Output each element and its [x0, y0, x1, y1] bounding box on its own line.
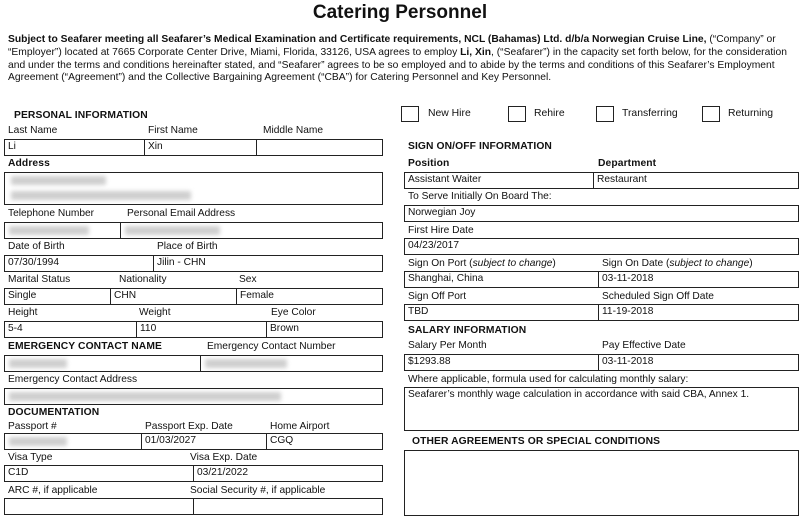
middle-name-label: Middle Name — [263, 125, 324, 136]
intro-text-2: , (“Seafarer”) in the capacity set forth below, for the consideration and under the terms and conditions hereinafter stated, and “Seafarer” agrees to be so employed and to abide by the terms and conditions of this Seafarer’s Employment Agreement (“Agreement”) and the Collective Bargaining Agreement (“CBA”) for Catering Personnel and Key Personnel. — [8, 46, 787, 84]
redacted-email — [125, 226, 220, 235]
marital-status-label: Marital Status — [8, 274, 71, 285]
pob-label: Place of Birth — [157, 241, 218, 252]
intro-employee-name: Li, Xin — [460, 46, 492, 58]
last-name-label: Last Name — [8, 125, 58, 136]
first-hire-date-field[interactable]: 04/23/2017 — [404, 238, 799, 255]
email-label: Personal Email Address — [127, 208, 236, 219]
pay-effective-date-label: Pay Effective Date — [602, 340, 686, 351]
passport-number-label: Passport # — [8, 421, 57, 432]
home-airport-field[interactable]: CGQ — [266, 433, 383, 450]
sign-off-port-field[interactable]: TBD — [404, 304, 599, 321]
intro-paragraph — [8, 34, 796, 85]
sign-on-port-label — [408, 258, 556, 270]
telephone-label: Telephone Number — [8, 208, 95, 219]
sign-on-date-field[interactable]: 03-11-2018 — [598, 271, 799, 288]
pob-field[interactable]: Jilin - CHN — [153, 255, 383, 272]
sign-on-date-label — [602, 258, 753, 270]
rehire-label: Rehire — [534, 108, 565, 119]
first-name-label: First Name — [148, 125, 198, 136]
passport-number-field[interactable] — [4, 433, 142, 450]
height-label: Height — [8, 307, 38, 318]
transferring-label: Transferring — [622, 108, 678, 119]
height-field[interactable]: 5-4 — [4, 321, 137, 338]
last-name-field[interactable]: Li — [4, 139, 145, 156]
emergency-contact-name-header: EMERGENCY CONTACT NAME — [8, 341, 162, 352]
home-airport-label: Home Airport — [270, 421, 330, 432]
returning-checkbox[interactable] — [702, 106, 720, 122]
emergency-contact-number-field[interactable] — [200, 355, 383, 372]
department-field[interactable]: Restaurant — [593, 172, 799, 189]
other-agreements-field[interactable] — [404, 450, 799, 516]
ssn-field[interactable] — [193, 498, 383, 515]
nationality-field[interactable]: CHN — [110, 288, 237, 305]
visa-exp-field[interactable]: 03/21/2022 — [193, 465, 383, 482]
sex-label: Sex — [239, 274, 257, 285]
redacted-emergency-name — [9, 359, 67, 368]
pay-effective-date-field[interactable]: 03-11-2018 — [598, 354, 799, 371]
sign-on-date-label-close: ) — [749, 258, 753, 269]
dob-label: Date of Birth — [8, 241, 65, 252]
intro-bold-1: Subject to Seafarer meeting all Seafarer’s Medical Examination and Certificate requirements, NCL (Bahamas) Ltd. d/b/a Norwegian Cruise Line, — [8, 34, 707, 45]
visa-exp-label: Visa Exp. Date — [190, 452, 258, 463]
arc-field[interactable] — [4, 498, 194, 515]
sign-on-port-label-text: Sign On Port ( — [408, 258, 473, 269]
address-label: Address — [8, 158, 50, 169]
redacted-address-line-1 — [11, 176, 106, 185]
middle-name-field[interactable] — [256, 139, 383, 156]
emergency-contact-number-label: Emergency Contact Number — [207, 341, 336, 352]
emergency-contact-name-field[interactable] — [4, 355, 201, 372]
eye-color-label: Eye Color — [271, 307, 316, 318]
passport-exp-field[interactable]: 01/03/2027 — [141, 433, 267, 450]
ssn-label: Social Security #, if applicable — [190, 485, 326, 496]
redacted-telephone — [9, 226, 89, 235]
sign-on-port-label-note: subject to change — [472, 258, 553, 269]
department-label: Department — [598, 158, 657, 169]
position-label: Position — [408, 158, 450, 169]
arc-label: ARC #, if applicable — [8, 485, 98, 496]
other-agreements-header: OTHER AGREEMENTS OR SPECIAL CONDITIONS — [412, 436, 661, 447]
visa-type-field[interactable]: C1D — [4, 465, 194, 482]
transferring-checkbox[interactable] — [596, 106, 614, 122]
emergency-contact-address-field[interactable] — [4, 388, 383, 405]
first-hire-date-label: First Hire Date — [408, 225, 474, 236]
scheduled-sign-off-label: Scheduled Sign Off Date — [602, 291, 714, 302]
visa-type-label: Visa Type — [8, 452, 53, 463]
sign-on-port-field[interactable]: Shanghai, China — [404, 271, 599, 288]
email-field[interactable] — [120, 222, 383, 239]
sign-on-off-header: SIGN ON/OFF INFORMATION — [408, 141, 552, 152]
marital-status-field[interactable]: Single — [4, 288, 111, 305]
page-title: Catering Personnel — [312, 2, 488, 23]
first-name-field[interactable]: Xin — [144, 139, 257, 156]
address-field[interactable] — [4, 172, 383, 205]
new-hire-label: New Hire — [428, 108, 471, 119]
salary-header: SALARY INFORMATION — [408, 325, 527, 336]
redacted-address-line-2 — [11, 191, 191, 200]
new-hire-checkbox[interactable] — [401, 106, 419, 122]
sex-field[interactable]: Female — [236, 288, 383, 305]
redacted-emergency-address — [9, 392, 281, 401]
weight-label: Weight — [139, 307, 171, 318]
salary-per-month-label: Salary Per Month — [408, 340, 487, 351]
sign-on-port-label-close: ) — [552, 258, 556, 269]
salary-formula-label: Where applicable, formula used for calculating monthly salary: — [408, 374, 689, 385]
serve-on-board-label: To Serve Initially On Board The: — [408, 191, 552, 202]
nationality-label: Nationality — [119, 274, 167, 285]
scheduled-sign-off-field[interactable]: 11-19-2018 — [598, 304, 799, 321]
position-field[interactable]: Assistant Waiter — [404, 172, 594, 189]
salary-per-month-field[interactable]: $1293.88 — [404, 354, 599, 371]
sign-on-date-label-note: subject to change — [669, 258, 750, 269]
redacted-emergency-number — [205, 359, 287, 368]
sign-on-date-label-text: Sign On Date ( — [602, 258, 670, 269]
serve-on-board-field[interactable]: Norwegian Joy — [404, 205, 799, 222]
intro-text-1: (“Company” or “Employer”) located at 7665 Corporate Center Drive, Miami, Florida, 33126, USA agrees to employ — [8, 34, 776, 58]
telephone-field[interactable] — [4, 222, 121, 239]
personal-info-header: PERSONAL INFORMATION — [14, 110, 148, 121]
passport-exp-label: Passport Exp. Date — [145, 421, 233, 432]
documentation-header: DOCUMENTATION — [8, 407, 100, 418]
emergency-contact-address-label: Emergency Contact Address — [8, 374, 138, 385]
sign-off-port-label: Sign Off Port — [408, 291, 467, 302]
returning-label: Returning — [728, 108, 774, 119]
eye-color-field[interactable]: Brown — [266, 321, 383, 338]
weight-field[interactable]: 110 — [136, 321, 267, 338]
rehire-checkbox[interactable] — [508, 106, 526, 122]
dob-field[interactable]: 07/30/1994 — [4, 255, 154, 272]
salary-formula-field[interactable]: Seafarer’s monthly wage calculation in accordance with said CBA, Annex 1. — [404, 387, 799, 431]
redacted-passport-number — [9, 437, 67, 446]
